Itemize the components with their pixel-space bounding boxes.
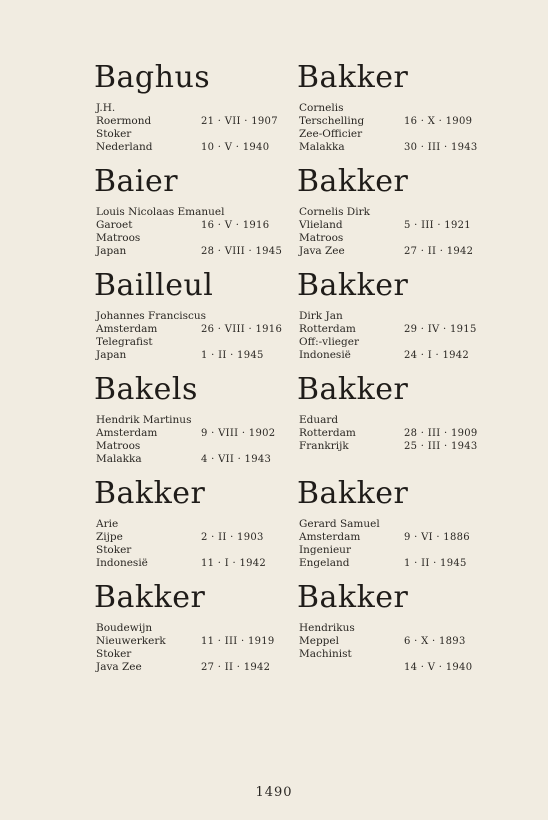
entry-date: 16 · X · 1909: [404, 116, 473, 127]
entry-row: [96, 440, 296, 453]
surname: Bakker: [297, 268, 409, 303]
entry-text: Nieuwerkerk: [96, 635, 166, 647]
entry-row: [96, 531, 296, 544]
entry-text: Vlieland: [299, 219, 343, 231]
entry-date: 14 · V · 1940: [404, 662, 473, 673]
entry-text: Hendrikus: [299, 622, 355, 634]
entry-text: J.H.: [96, 102, 116, 114]
entry-date: 30 · III · 1943: [404, 142, 478, 153]
entry-row: [299, 557, 499, 570]
entry-row: [299, 544, 499, 557]
entry-date: 11 · III · 1919: [201, 636, 275, 647]
entry-text: Ingenieur: [299, 544, 351, 556]
entry-text: Dirk Jan: [299, 310, 343, 322]
entry-row: [96, 635, 296, 648]
entry-date: 27 · II · 1942: [201, 662, 271, 673]
entry-text: Engeland: [299, 557, 350, 569]
entry-text: Cornelis: [299, 102, 344, 114]
memorial-entry: [96, 62, 296, 166]
entry-row: [96, 323, 296, 336]
entry-row: [96, 245, 296, 258]
entry-row: [299, 349, 499, 362]
entry-row: [299, 661, 499, 674]
entry-row: [299, 232, 499, 245]
entry-date: 28 · VIII · 1945: [201, 246, 283, 257]
memorial-entry: [96, 582, 296, 686]
entry-row: [96, 310, 296, 323]
surname: Bakker: [94, 476, 206, 511]
left-column: [96, 62, 296, 686]
entry-row: [96, 206, 296, 219]
entry-row: [96, 128, 296, 141]
entry-row: [299, 115, 499, 128]
entry-text: Cornelis Dirk: [299, 206, 370, 218]
entry-text: Amsterdam: [96, 427, 158, 439]
entry-row: [96, 427, 296, 440]
entry-text: Machinist: [299, 648, 352, 660]
entry-date: 28 · III · 1909: [404, 428, 478, 439]
entry-date: 24 · I · 1942: [404, 350, 470, 361]
entry-text: Japan: [96, 349, 127, 361]
surname: Bailleul: [94, 268, 214, 303]
entry-date: 9 · VI · 1886: [404, 532, 470, 543]
entry-text: Arie: [96, 518, 119, 530]
entry-date: 29 · IV · 1915: [404, 324, 477, 335]
entry-row: [96, 219, 296, 232]
entry-text: Garoet: [96, 219, 133, 231]
entry-text: Amsterdam: [299, 531, 361, 543]
entry-date: 25 · III · 1943: [404, 441, 478, 452]
entry-text: Hendrik Martinus: [96, 414, 192, 426]
entry-text: Stoker: [96, 128, 132, 140]
entry-text: Indonesië: [299, 349, 351, 361]
surname: Bakker: [94, 580, 206, 615]
memorial-entry: [299, 62, 499, 166]
entry-text: Roermond: [96, 115, 152, 127]
entry-row: [96, 557, 296, 570]
surname: Bakker: [297, 476, 409, 511]
entry-date: 9 · VIII · 1902: [201, 428, 276, 439]
entry-date: 6 · X · 1893: [404, 636, 466, 647]
entry-text: Malakka: [299, 141, 345, 153]
entry-date: 16 · V · 1916: [201, 220, 270, 231]
entry-text: Matroos: [299, 232, 344, 244]
entry-row: [96, 232, 296, 245]
entry-text: Japan: [96, 245, 127, 257]
entry-text: Matroos: [96, 232, 141, 244]
entry-text: Rotterdam: [299, 323, 356, 335]
entry-date: 4 · VII · 1943: [201, 454, 272, 465]
entry-row: [96, 414, 296, 427]
entry-text: Zijpe: [96, 531, 123, 543]
memorial-entry: [96, 478, 296, 582]
surname: Bakels: [94, 372, 198, 407]
entry-text: Frankrijk: [299, 440, 349, 452]
entry-date: 11 · I · 1942: [201, 558, 267, 569]
entry-date: 5 · III · 1921: [404, 220, 471, 231]
entry-row: [299, 635, 499, 648]
surname: Bakker: [297, 580, 409, 615]
entry-text: Johannes Franciscus: [96, 310, 207, 322]
entry-row: [299, 323, 499, 336]
entry-row: [96, 518, 296, 531]
entry-text: Matroos: [96, 440, 141, 452]
entry-text: Terschelling: [299, 115, 365, 127]
entry-row: [299, 310, 499, 323]
entry-date: 1 · II · 1945: [404, 558, 467, 569]
entry-row: [96, 661, 296, 674]
entry-text: Louis Nicolaas Emanuel: [96, 206, 225, 218]
entry-text: Indonesië: [96, 557, 148, 569]
surname: Baier: [94, 164, 179, 199]
surname: Bakker: [297, 60, 409, 95]
entry-row: [299, 336, 499, 349]
memorial-entry: [96, 374, 296, 478]
memorial-entry: [299, 374, 499, 478]
entry-row: [299, 128, 499, 141]
entry-text: Amsterdam: [96, 323, 158, 335]
memorial-entry: [96, 270, 296, 374]
entry-row: [299, 453, 499, 466]
entry-row: [96, 336, 296, 349]
entry-text: Java Zee: [299, 245, 345, 257]
memorial-entry: [96, 166, 296, 270]
entry-text: Off:-vlieger: [299, 336, 359, 348]
memorial-entry: [299, 270, 499, 374]
entry-row: [96, 102, 296, 115]
entry-row: [96, 544, 296, 557]
entry-row: [299, 518, 499, 531]
entry-row: [299, 440, 499, 453]
entry-date: 21 · VII · 1907: [201, 116, 278, 127]
entry-row: [299, 427, 499, 440]
entry-date: 2 · II · 1903: [201, 532, 264, 543]
surname: Bakker: [297, 372, 409, 407]
entry-row: [299, 219, 499, 232]
entry-text: Rotterdam: [299, 427, 356, 439]
entry-text: Eduard: [299, 414, 339, 426]
entry-text: Java Zee: [96, 661, 142, 673]
entry-text: Boudewijn: [96, 622, 153, 634]
entry-row: [299, 245, 499, 258]
entry-row: [96, 115, 296, 128]
entry-text: Telegrafist: [96, 336, 153, 348]
entry-text: Malakka: [96, 453, 142, 465]
entry-row: [299, 141, 499, 154]
memorial-entry: [299, 478, 499, 582]
entry-row: [299, 622, 499, 635]
entry-row: [299, 102, 499, 115]
entry-row: [96, 141, 296, 154]
entry-row: [299, 648, 499, 661]
entry-row: [96, 648, 296, 661]
surname: Baghus: [94, 60, 211, 95]
entry-date: 10 · V · 1940: [201, 142, 270, 153]
entry-date: 1 · II · 1945: [201, 350, 264, 361]
entry-row: [299, 414, 499, 427]
entry-text: Meppel: [299, 635, 339, 647]
entry-text: Stoker: [96, 648, 132, 660]
surname: Bakker: [297, 164, 409, 199]
memorial-entry: [299, 166, 499, 270]
memorial-entry: [299, 582, 499, 686]
entry-date: 27 · II · 1942: [404, 246, 474, 257]
entry-row: [96, 349, 296, 362]
entry-row: [299, 531, 499, 544]
entry-row: [96, 453, 296, 466]
page-number: 1490: [255, 785, 293, 800]
entry-text: Stoker: [96, 544, 132, 556]
entry-row: [96, 622, 296, 635]
right-column: [299, 62, 499, 686]
entry-text: Nederland: [96, 141, 153, 153]
entry-date: 26 · VIII · 1916: [201, 324, 283, 335]
entry-text: Zee-Officier: [299, 128, 363, 140]
entry-row: [299, 206, 499, 219]
entry-text: Gerard Samuel: [299, 518, 380, 530]
